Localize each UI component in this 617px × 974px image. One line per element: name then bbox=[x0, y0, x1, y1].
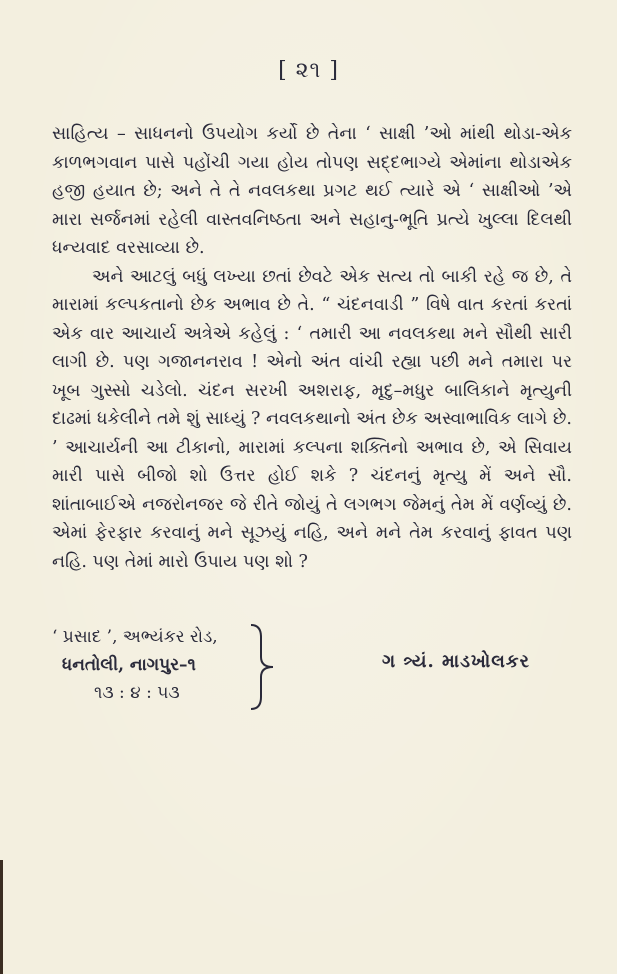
address-line-1: ‘ પ્રસાદ ’, અભ્યંકર રોડ, bbox=[52, 627, 218, 647]
paragraph-2: અને આટલું બધું લખ્યા છતાં છેવટે એક સત્ય તો બાકી રહે જ છે, તે મારામાં કલ્પકતાનો છેક અભાવ છે તે. “ ચંદનવાડી ” વિષે વાત કરતાં કરતાં એક વાર આચાર્ય અત્રેએ કહેલું : ‘ તમારી આ નવલકથા મને સૌથી સારી લાગી છે. પણ ગજાનનરાવ ! એનો અંત વાંચી રહ્યા પછી મને તમારા પર ખૂબ ગુસ્સો ચડેલો. ચંદન સરખી અશરાફ, મૃદુ–મધુર બાલિકાને મૃત્યુની દાઢમાં ધકેલીને તમે શું સાધ્યું ? નવલકથાનો અંત છેક અસ્વાભાવિક લાગે છે. ’ આચાર્યની આ ટીકાનો, મારામાં કલ્પના શક્તિનો અભાવ છે, એ સિવાય મારી પાસે બીજો શો ઉત્તર હોઈ શકે ? ચંદનનું મૃત્યુ મેં અને સૌ. શાંતાબાઈએ નજરોનજર જે રીતે જોયું તે લગભગ જેમનું તેમ મેં વર્ણવ્યું છે. એમાં ફેરફાર કરવાનું મને સૂઝયું નહિ, અને મને તેમ કરવાનું ફાવત પણ નહિ. પણ તેમાં મારો ઉપાય પણ શો ? bbox=[52, 266, 572, 572]
brace-icon bbox=[247, 623, 277, 711]
paragraph-1: સાહિત્ય – સાધનનો ઉપયોગ કર્યો છે તેના ‘ સાક્ષી ’ઓ માંથી થોડા-એક કાળભગવાન પાસે પહોંચી ગયા હોય તોપણ સદ્દભાગ્યે એમાંના થોડાએક હજી હયાત છે; અને તે તે નવલકથા પ્રગટ થઈ ત્યારે એ ‘ સાક્ષીઓ ’એ મારા સર્જનમાં રહેલી વાસ્તવનિષ્ઠતા અને સહાનુ-ભૂતિ પ્રત્યે ખુલ્લા દિલથી ધન્યવાદ વરસાવ્યા છે. bbox=[52, 124, 572, 258]
binding-edge bbox=[0, 860, 3, 974]
page-number: [ ૨૧ ] bbox=[278, 58, 339, 83]
address-line-2: ધનતોલી, નાગપુર–૧ bbox=[62, 655, 196, 675]
signature-block bbox=[52, 623, 582, 713]
author-name: ગ ત્ર્યં. માડખોલકર bbox=[382, 651, 530, 672]
address-block bbox=[52, 623, 252, 707]
date: ૧૩ : ૪ : ૫૩ bbox=[94, 683, 180, 703]
body-text bbox=[52, 120, 572, 576]
